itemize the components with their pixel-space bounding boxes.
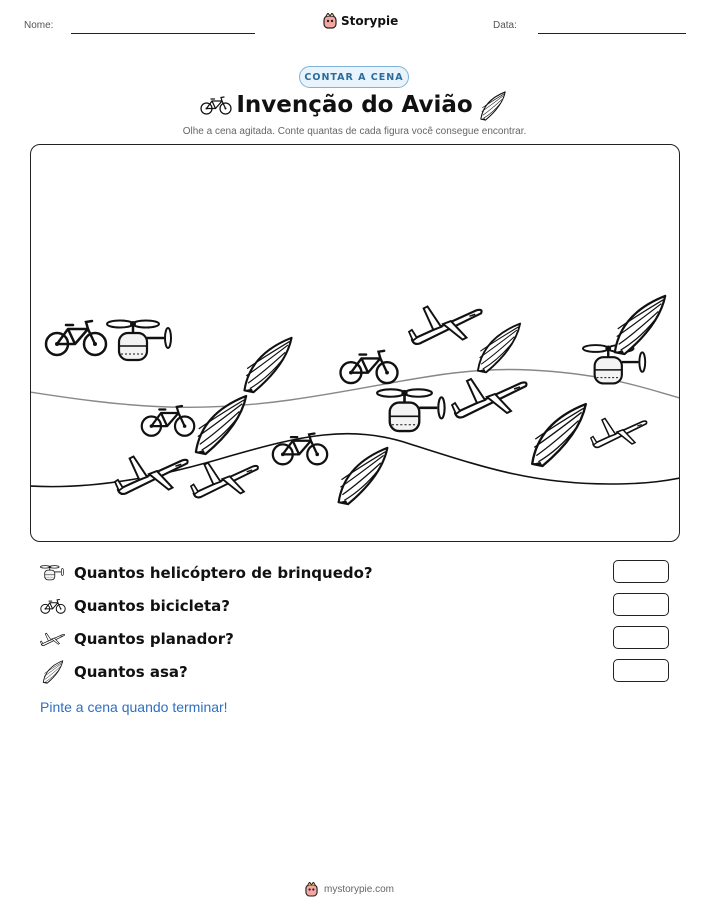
- coloring-instruction: Pinte a cena quando terminar!: [40, 699, 228, 715]
- scene-illustration: [30, 144, 680, 542]
- brand: [323, 13, 398, 29]
- wing-icon: [40, 660, 66, 684]
- glider: [190, 462, 257, 497]
- answer-box-glider[interactable]: [613, 626, 669, 649]
- back-hill-line: [30, 369, 680, 407]
- wing: [338, 447, 387, 503]
- glider: [452, 379, 526, 418]
- storypie-logo-icon: [305, 882, 318, 897]
- storypie-logo-icon: [323, 13, 337, 29]
- question-label: Quantos asa?: [74, 663, 188, 681]
- activity-badge: CONTAR A CENA: [299, 66, 409, 88]
- page-title: Invenção do Avião: [236, 92, 473, 118]
- answer-box-wing[interactable]: [613, 659, 669, 682]
- toy-helicopter: [107, 320, 171, 360]
- answer-box-bicycle[interactable]: [613, 593, 669, 616]
- question-row-helicopter: [40, 560, 373, 586]
- wing-icon: [478, 91, 508, 121]
- date-line[interactable]: [538, 33, 686, 34]
- wing: [477, 323, 519, 372]
- question-row-bicycle: [40, 593, 230, 619]
- glider: [114, 456, 187, 494]
- question-label: Quantos helicóptero de brinquedo?: [74, 564, 373, 582]
- question-row-wing: [40, 659, 188, 685]
- question-label: Quantos bicicleta?: [74, 597, 230, 615]
- question-row-glider: [40, 626, 234, 652]
- glider: [408, 306, 481, 344]
- wing: [532, 404, 586, 466]
- site-footer: [305, 882, 394, 897]
- site-url: mystorypie.com: [324, 884, 395, 895]
- wing: [195, 396, 245, 454]
- name-label: Nome:: [24, 20, 54, 31]
- bicycle-icon: [40, 597, 66, 615]
- wing: [614, 295, 664, 353]
- bicycle: [46, 321, 106, 355]
- glider-icon: [40, 630, 66, 648]
- toy-helicopter-icon: [40, 563, 66, 583]
- bicycle: [340, 350, 397, 382]
- wing: [244, 337, 291, 391]
- answer-box-helicopter[interactable]: [613, 560, 669, 583]
- glider: [590, 418, 646, 447]
- bicycle: [141, 406, 194, 436]
- date-label: Data:: [493, 20, 517, 31]
- name-line[interactable]: [71, 33, 255, 34]
- instructions: Olhe a cena agitada. Conte quantas de cada figura você consegue encontrar.: [182, 126, 527, 137]
- brand-name: Storypie: [341, 14, 399, 28]
- question-label: Quantos planador?: [74, 630, 234, 648]
- toy-helicopter: [377, 389, 445, 431]
